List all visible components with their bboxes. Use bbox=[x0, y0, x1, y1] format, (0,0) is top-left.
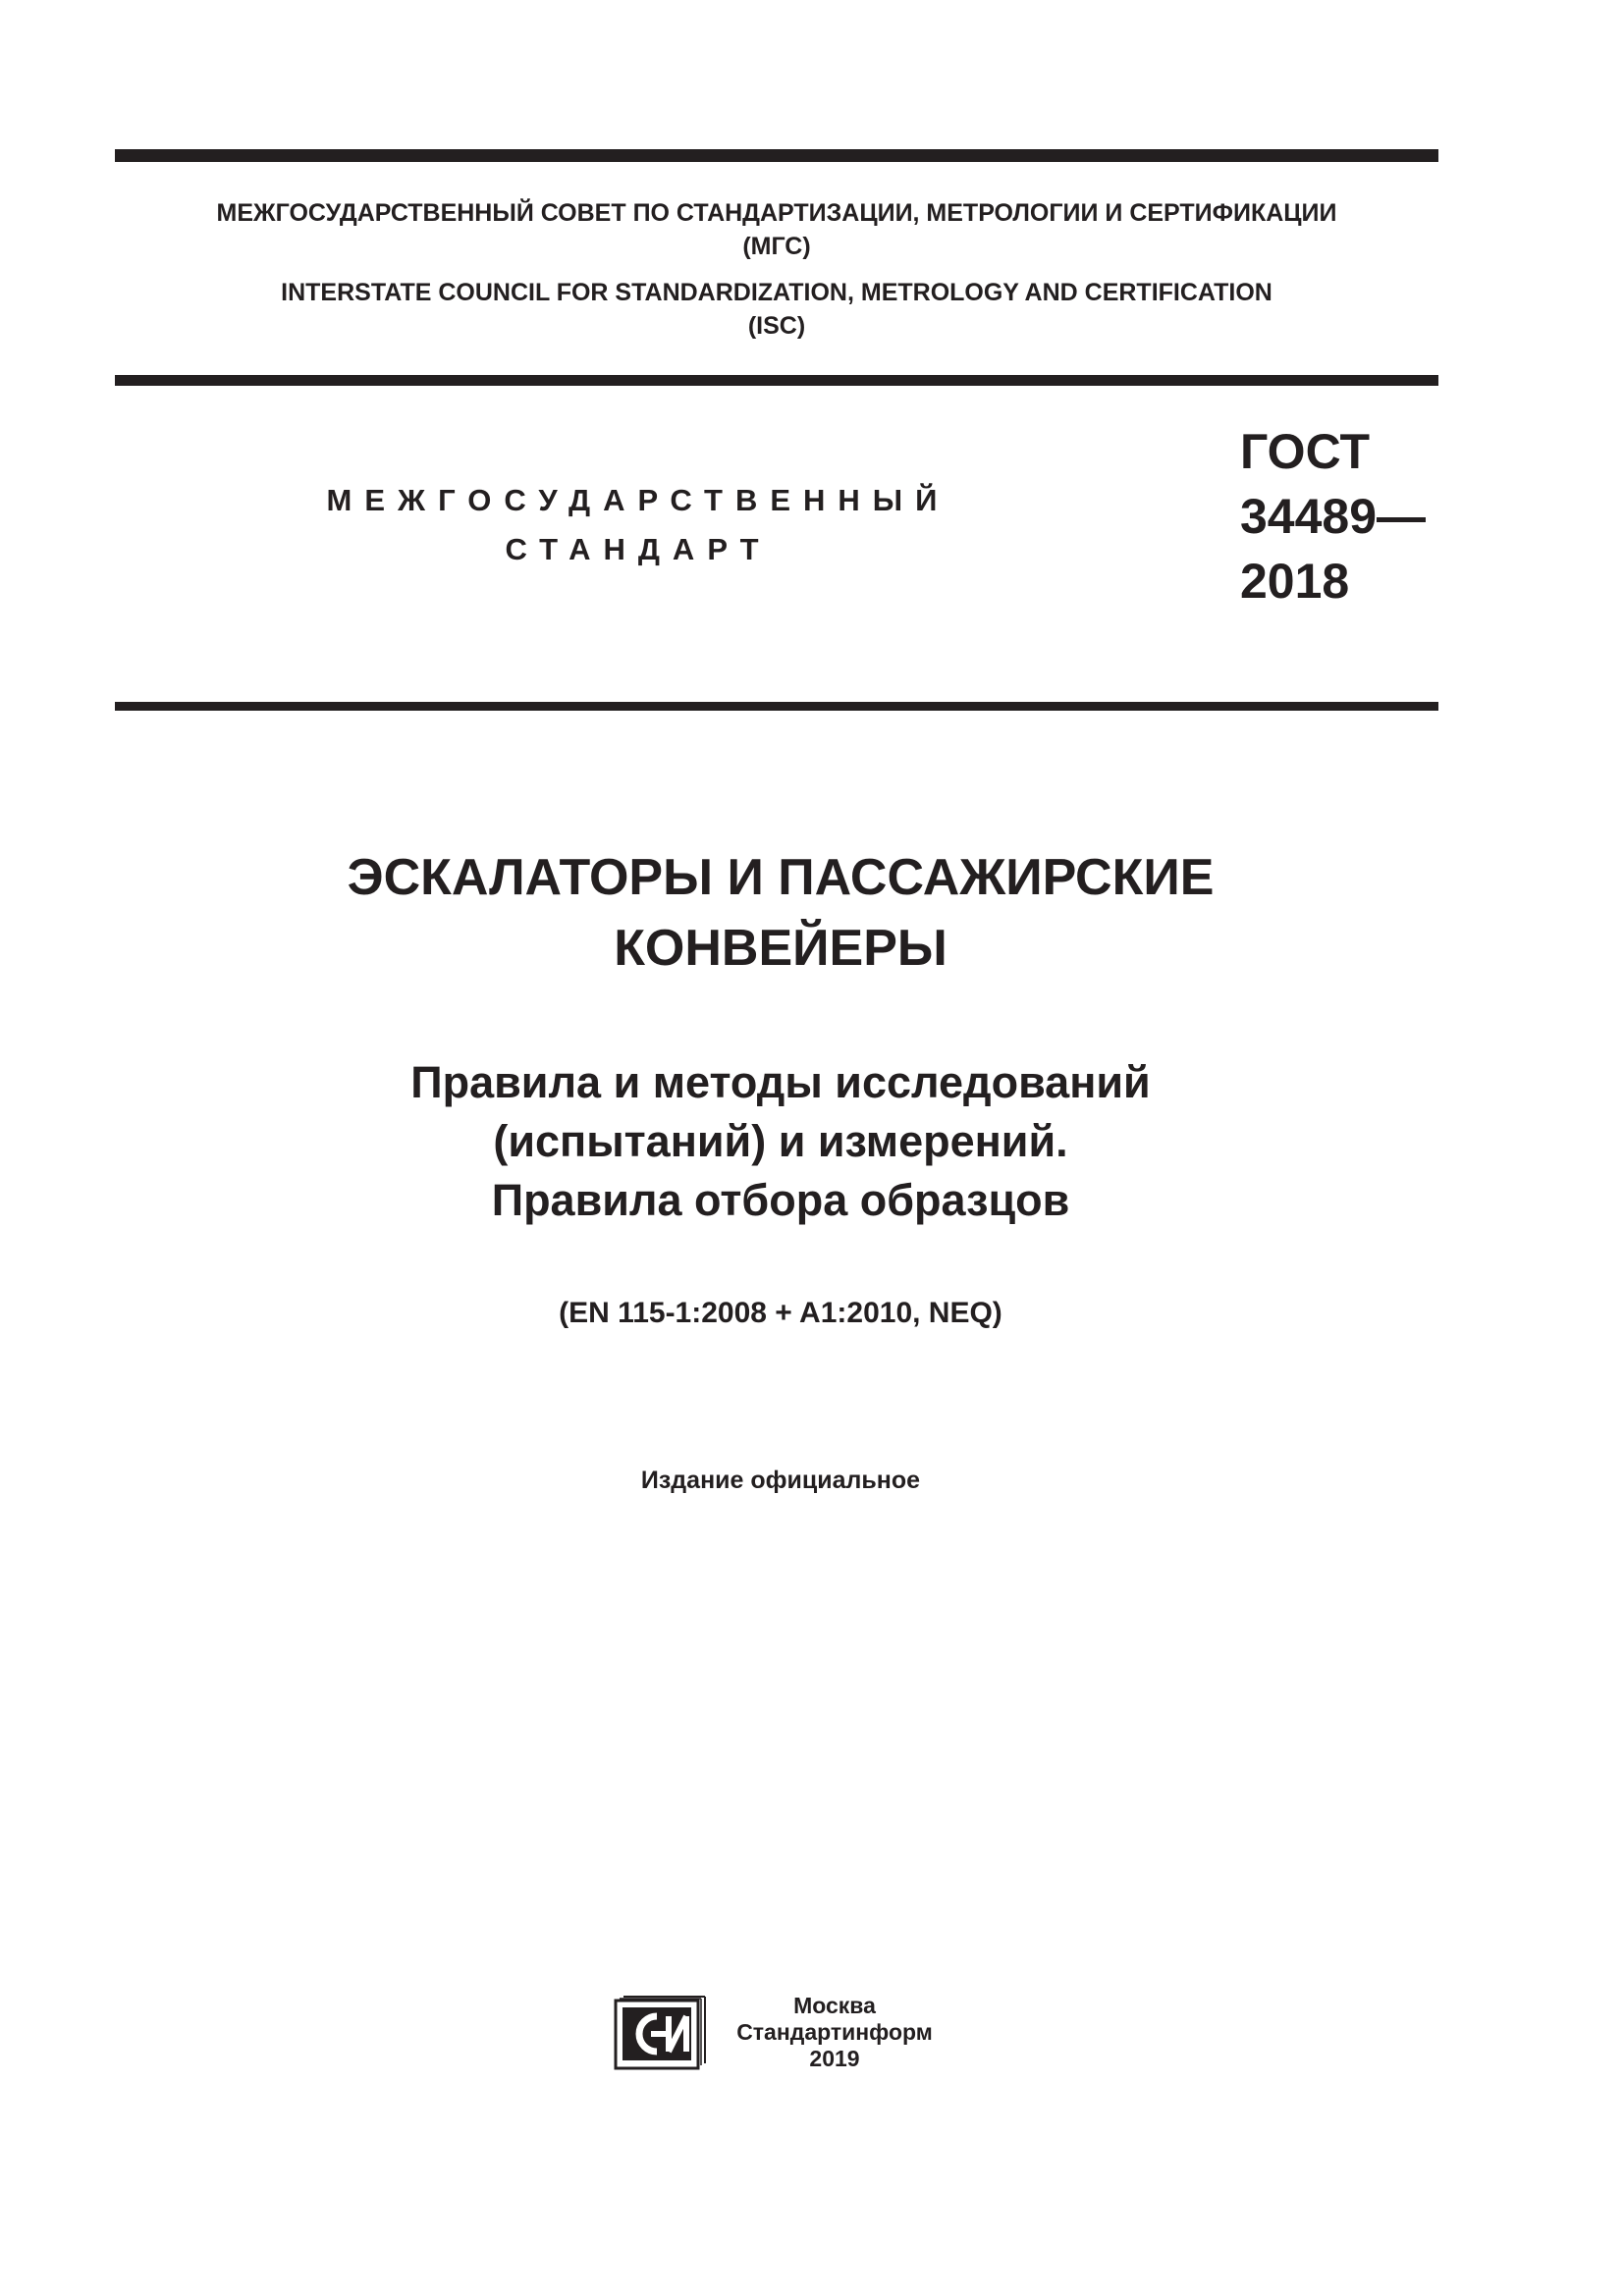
reference-standard: (EN 115-1:2008 + A1:2010, NEQ) bbox=[559, 1297, 1002, 1329]
standard-code bbox=[1240, 419, 1426, 614]
standard-kind-line1: МЕЖГОСУДАРСТВЕННЫЙ bbox=[326, 483, 950, 517]
document-title-line1: ЭСКАЛАТОРЫ И ПАССАЖИРСКИЕ bbox=[347, 849, 1215, 906]
bottom-divider bbox=[115, 702, 1438, 711]
document-title-line2: КОНВЕЙЕРЫ bbox=[614, 920, 947, 977]
council-name-ru: МЕЖГОСУДАРСТВЕННЫЙ СОВЕТ ПО СТАНДАРТИЗАЦИИ, МЕТРОЛОГИИ И СЕРТИФИКАЦИИ bbox=[216, 199, 1337, 227]
standard-code-year: 2018 bbox=[1240, 554, 1350, 609]
middle-divider bbox=[115, 375, 1438, 386]
top-divider bbox=[115, 149, 1438, 162]
document-subtitle-line2: (испытаний) и измерений. bbox=[493, 1116, 1068, 1166]
publisher-year: 2019 bbox=[809, 2046, 860, 2071]
council-abbr-ru: (МГС) bbox=[742, 233, 811, 260]
publisher-city: Москва bbox=[793, 1993, 876, 2018]
publisher-name: Стандартинформ bbox=[736, 2019, 933, 2045]
standard-code-number: 34489— bbox=[1240, 489, 1427, 544]
council-name-en: INTERSTATE COUNCIL FOR STANDARDIZATION, METROLOGY AND CERTIFICATION bbox=[281, 279, 1272, 306]
standartinform-logo-icon bbox=[614, 1993, 709, 2070]
document-subtitle-line3: Правила отбора образцов bbox=[491, 1175, 1070, 1225]
publisher-block bbox=[722, 1993, 947, 2072]
standard-code-prefix: ГОСТ bbox=[1240, 424, 1370, 479]
standard-kind bbox=[324, 476, 952, 574]
document-subtitle bbox=[196, 1053, 1365, 1230]
document-subtitle-line1: Правила и методы исследований bbox=[410, 1057, 1151, 1107]
council-header bbox=[115, 196, 1438, 343]
council-abbr-en: (ISC) bbox=[747, 312, 806, 340]
standard-kind-line2: СТАНДАРТ bbox=[505, 532, 772, 566]
document-title bbox=[196, 842, 1365, 984]
edition-note: Издание официальное bbox=[640, 1467, 921, 1494]
